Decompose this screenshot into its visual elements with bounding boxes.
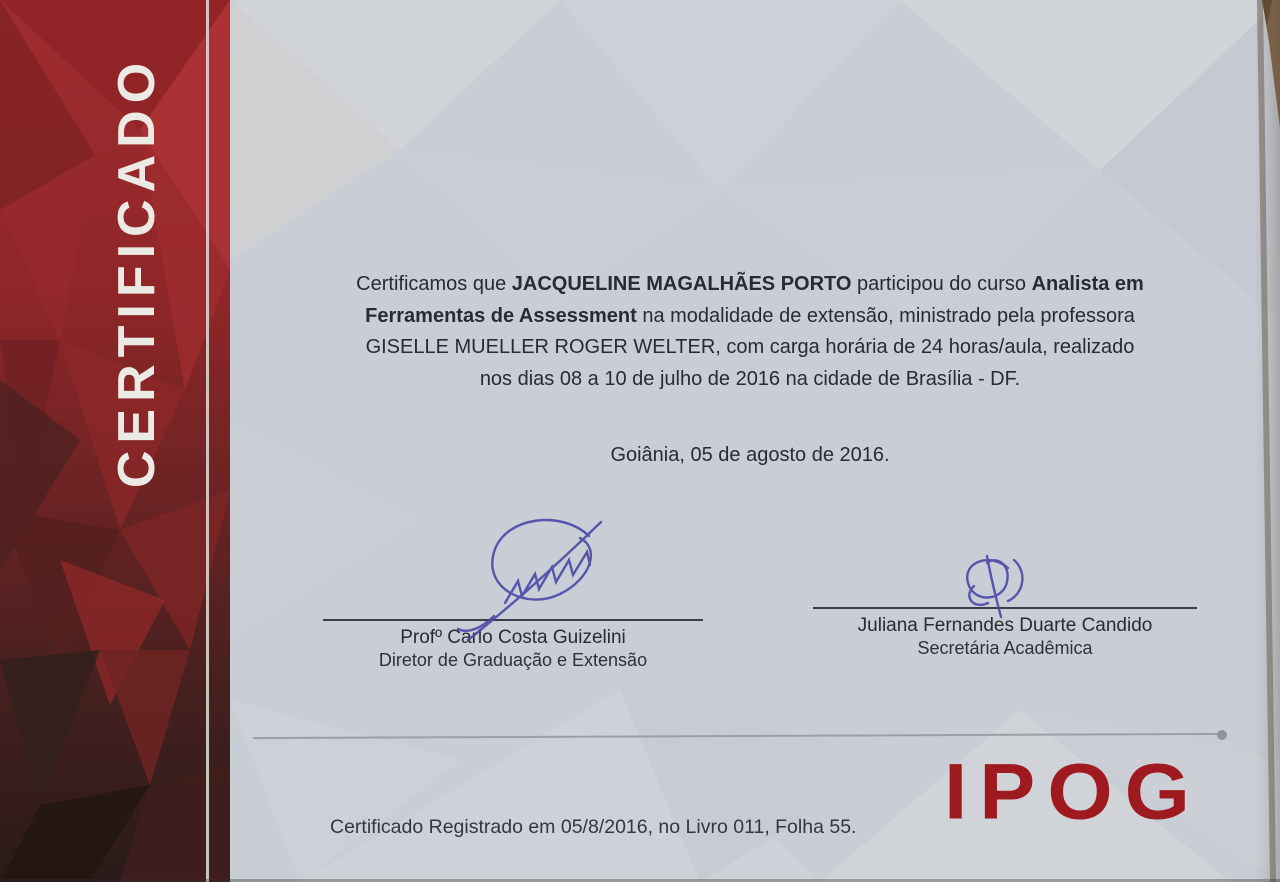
signer-title-right: Secretária Acadêmica	[917, 638, 1093, 658]
signature-line-right	[813, 607, 1197, 609]
certificado-banner	[0, 0, 230, 882]
banner-title: CERTIFICADO	[108, 55, 166, 489]
body-text-line: GISELLE MUELLER ROGER WELTER, com carga horária de 24 horas/aula, realizado	[365, 336, 1135, 358]
body-text-line: nos dias 08 a 10 de julho de 2016 na cidade de Brasília - DF.	[479, 367, 1021, 390]
signature-line-left	[323, 619, 703, 621]
certificate-body-paragraph	[250, 269, 1250, 395]
signer-name-right: Juliana Fernandes Duarte Candido	[857, 615, 1153, 636]
ipog-logo: IPOG	[943, 746, 1202, 836]
signer-name-left: Profº Carlo Costa Guizelini	[400, 627, 626, 648]
signature-block-director	[323, 619, 703, 672]
photo-right-edge-shadow	[1254, 0, 1280, 882]
signature-block-secretary	[813, 607, 1197, 660]
footer-divider-dot	[1217, 730, 1227, 740]
body-text-line: Certificamos que JACQUELINE MAGALHÃES PORTO participou do curso Analista em	[356, 273, 1144, 295]
signer-title-left: Diretor de Graduação e Extensão	[378, 650, 648, 670]
registration-note: Certificado Registrado em 05/8/2016, no Livro 011, Folha 55.	[330, 816, 857, 838]
body-text-line: Ferramentas de Assessment na modalidade de extensão, ministrado pela professora	[365, 304, 1135, 327]
banner-separator-line	[206, 0, 209, 882]
certificate-date-line: Goiânia, 05 de agosto de 2016.	[610, 444, 890, 466]
